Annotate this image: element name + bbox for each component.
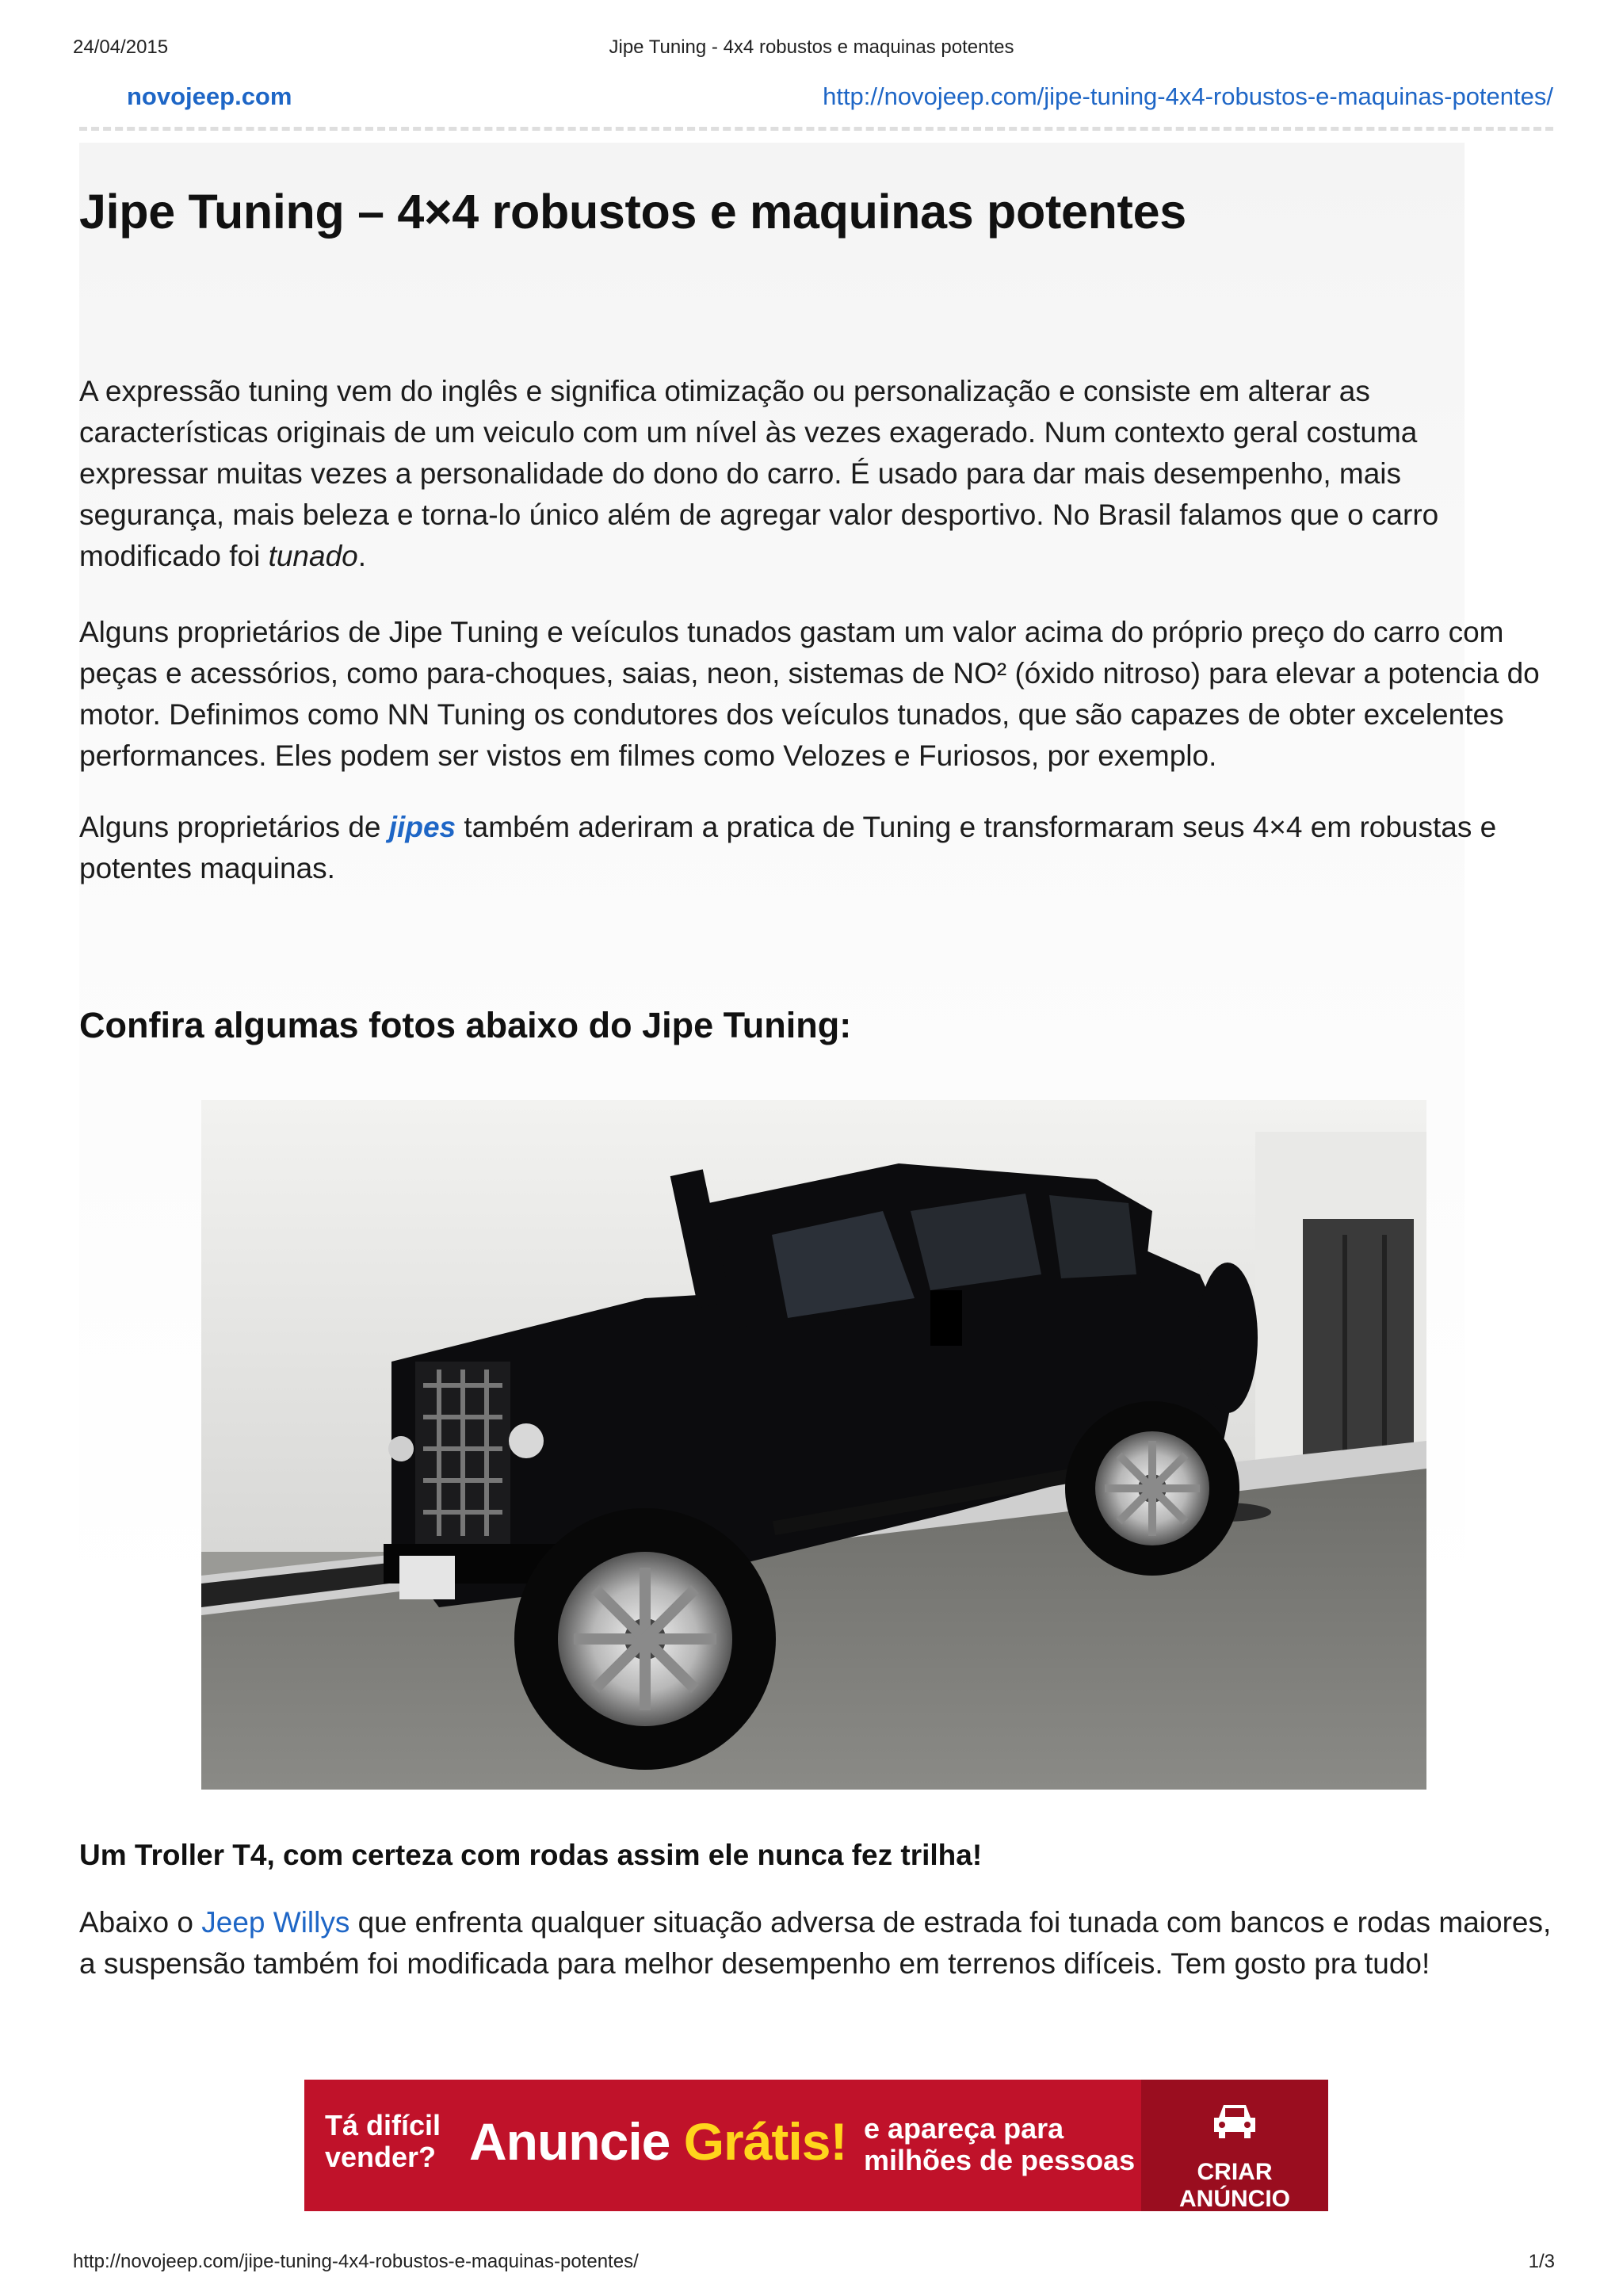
banner-line2: vender? [325,2141,437,2173]
paragraph-jipes-after: também aderiram a pratica de Tuning e transformaram seus 4×4 em robustas e potentes maquinas. [79,811,1497,884]
tunado-emphasis: tunado [268,540,358,572]
article-title: Jipe Tuning – 4×4 robustos e maquinas potentes [79,185,1186,239]
print-footer [0,2251,1623,2278]
paragraph-willys-after: que enfrenta qualquer situação adversa de estrada foi tunada com bancos e rodas maiores, a suspensão também foi modificada para melhor desempenho em terrenos difíceis. Tem gosto pra tudo! [79,1906,1552,1980]
banner-headline-yellow: Grátis! [683,2112,847,2171]
section-heading: Confira algumas fotos abaixo do Jipe Tuning: [79,1005,852,1045]
print-date: 24/04/2015 [73,36,169,58]
jeep-willys-link[interactable]: Jeep Willys [201,1906,350,1939]
site-name-link[interactable]: novojeep.com [127,82,292,110]
ad-banner[interactable] [304,2080,1328,2211]
banner-mid2: milhões de pessoas [864,2144,1136,2176]
jipes-link[interactable]: jipes [388,811,456,843]
print-page-title: Jipe Tuning - 4x4 robustos e maquinas potentes [609,36,1014,58]
troller-photo [201,1100,1426,1790]
banner-line1: Tá difícil [325,2109,441,2141]
site-url-link[interactable]: http://novojeep.com/jipe-tuning-4x4-robustos-e-maquinas-potentes/ [823,82,1553,110]
paragraph-jipes [79,807,1553,889]
banner-headline-white: Anuncie [469,2112,684,2171]
paragraph-intro-end: . [357,540,367,572]
banner-question [325,2110,441,2173]
paragraph-intro-text: A expressão tuning vem do inglês e significa otimização ou personalização e consiste em alterar as características originais de um veiculo com um nível às vezes exagerado. Num contexto geral costuma expressar muitas vezes a personalidade do dono do carro. É usado para dar mais desempenho, mais segurança, mais beleza e torna-lo único além de agregar valor desportivo. No Brasil falamos que o carro modificado foi [79,375,1439,572]
car-icon [1211,2099,1258,2147]
site-bar [79,79,1553,131]
banner-subtext [864,2113,1135,2176]
article-header [79,184,1553,239]
paragraph-willys [79,1902,1553,1985]
paragraph-intro [79,371,1553,577]
print-header [0,36,1623,63]
paragraph-jipes-before: Alguns proprietários de [79,811,389,843]
print-footer-url: http://novojeep.com/jipe-tuning-4x4-robustos-e-maquinas-potentes/ [73,2251,639,2272]
paragraph-owners: Alguns proprietários de Jipe Tuning e veículos tunados gastam um valor acima do próprio preço do carro com peças e acessórios, como para-choques, saias, neon, sistemas de NO² (óxido nitroso) para elevar a potencia do motor. Definimos como NN Tuning os condutores dos veículos tunados, que são capazes de obter excelentes performances. Eles podem ser vistos em filmes como Velozes e Furiosos, por exemplo. [79,616,1540,772]
photo-caption: Um Troller T4, com certeza com rodas assim ele nunca fez trilha! [79,1839,983,1871]
print-page-number: 1/3 [1528,2251,1555,2272]
banner-headline [469,2111,846,2172]
criar-anuncio-button[interactable] [1141,2080,1328,2211]
criar-anuncio-label: CRIAR ANÚNCIO [1179,2159,1290,2211]
paragraph-willys-before: Abaixo o [79,1906,202,1939]
banner-mid1: e apareça para [864,2112,1064,2145]
